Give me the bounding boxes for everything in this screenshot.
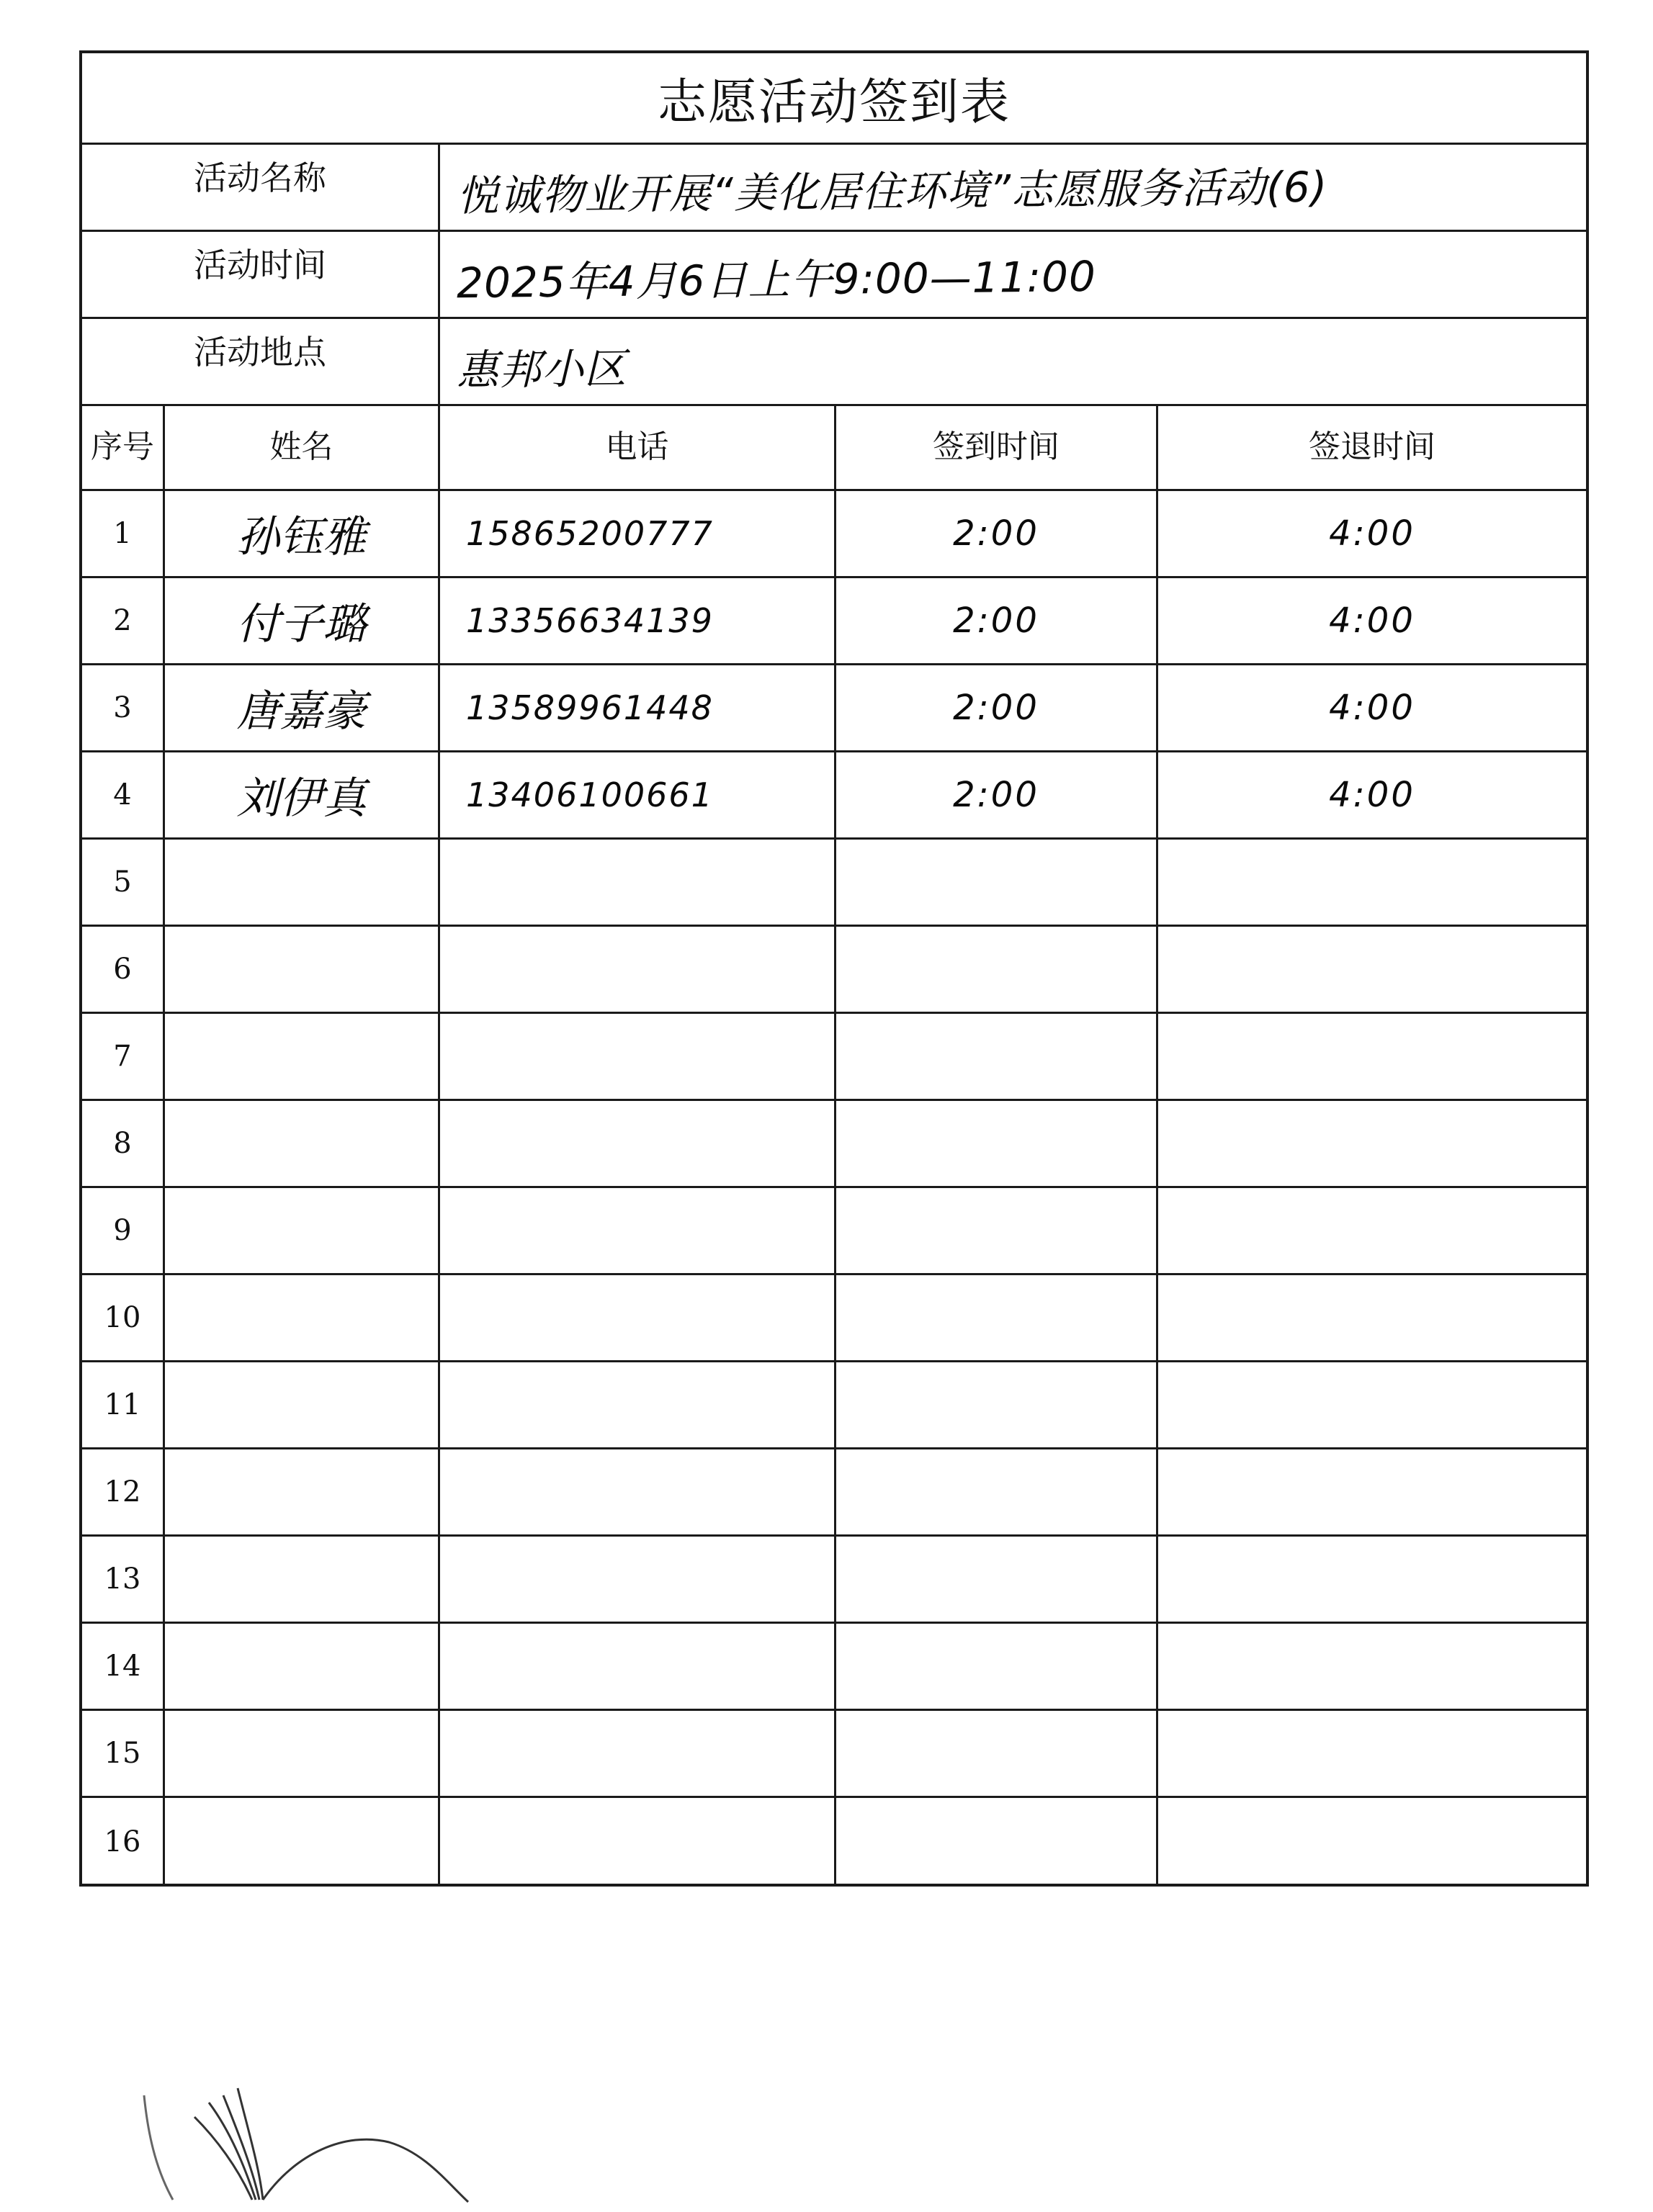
table-row: [82, 1798, 1586, 1885]
row-phone: [440, 1362, 836, 1447]
header-name: 姓名: [165, 404, 440, 489]
row-sign-out: [1158, 927, 1586, 1012]
row-name: 孙钰雅: [165, 491, 440, 576]
row-sign-out: [1158, 1537, 1586, 1622]
row-name: [165, 1101, 440, 1186]
row-name: [165, 1711, 440, 1796]
row-sign-out: [1158, 1362, 1586, 1447]
row-no: 11: [82, 1362, 165, 1447]
info-row-activity-location: [82, 317, 1586, 406]
header-sign-out: 签退时间: [1309, 428, 1435, 465]
activity-name-value: 悦诚物业开展“美化居住环境”志愿服务活动(6): [456, 162, 1328, 220]
row-no: 2: [82, 578, 165, 663]
row-sign-out: [1158, 840, 1586, 925]
row-sign-out: 4:00: [1329, 513, 1415, 554]
activity-time-label: 活动时间: [82, 230, 440, 317]
row-phone: [440, 840, 836, 925]
info-row-activity-time: [82, 230, 1586, 319]
row-sign-in: [836, 1014, 1158, 1099]
row-sign-in: [836, 840, 1158, 925]
row-name: [165, 1362, 440, 1447]
row-sign-in: 2:00: [836, 578, 1158, 663]
row-sign-in: [836, 1101, 1158, 1186]
row-sign-out: [1158, 1711, 1586, 1796]
row-phone: 15865200777: [440, 491, 836, 576]
row-name: 唐嘉豪: [165, 665, 440, 750]
header-phone: 电话: [440, 404, 836, 489]
row-no: 14: [82, 1624, 165, 1709]
row-name: 付子璐: [165, 578, 440, 663]
sign-in-sheet: [79, 50, 1589, 1887]
table-row: [82, 1711, 1586, 1798]
row-phone: [440, 1188, 836, 1273]
row-phone: 13356634139: [440, 578, 836, 663]
row-name: [165, 1188, 440, 1273]
row-phone: 13406100661: [440, 752, 836, 837]
activity-time-value: 2025年4月6日上午9:00—11:00: [456, 251, 1097, 307]
row-phone: 13589961448: [440, 665, 836, 750]
row-sign-out: [1158, 1449, 1586, 1534]
table-row: [82, 752, 1586, 840]
row-sign-in: [836, 1188, 1158, 1273]
row-no: 10: [82, 1275, 165, 1360]
row-name: [165, 1014, 440, 1099]
table-row: [82, 1624, 1586, 1711]
row-name: [165, 1275, 440, 1360]
row-phone: [440, 1624, 836, 1709]
row-sign-in: [836, 927, 1158, 1012]
row-sign-in: [836, 1362, 1158, 1447]
row-sign-out: [1158, 1014, 1586, 1099]
row-no: 13: [82, 1537, 165, 1622]
table-row: [82, 1101, 1586, 1188]
row-sign-in: [836, 1537, 1158, 1622]
activity-name-label: 活动名称: [82, 143, 440, 230]
form-title: 志愿活动签到表: [82, 53, 1586, 145]
row-no: 6: [82, 927, 165, 1012]
table-row: [82, 1362, 1586, 1449]
row-sign-out: [1158, 1188, 1586, 1273]
row-name: [165, 1624, 440, 1709]
row-phone: [440, 1537, 836, 1622]
row-sign-in: 2:00: [836, 752, 1158, 837]
row-no: 9: [82, 1188, 165, 1273]
header-no: 序号: [82, 404, 165, 489]
row-no: 16: [82, 1798, 165, 1885]
row-no: 5: [82, 840, 165, 925]
table-header-row: [82, 404, 1586, 491]
activity-location-label: 活动地点: [82, 317, 440, 404]
row-phone: [440, 1275, 836, 1360]
table-row: [82, 665, 1586, 752]
table-row: [82, 927, 1586, 1014]
row-no: 3: [82, 665, 165, 750]
row-sign-in: [836, 1798, 1158, 1885]
table-row: [82, 1188, 1586, 1275]
row-no: 12: [82, 1449, 165, 1534]
row-sign-out: [1158, 1624, 1586, 1709]
row-name: [165, 927, 440, 1012]
row-name: [165, 1537, 440, 1622]
table-row: [82, 840, 1586, 927]
row-no: 4: [82, 752, 165, 837]
row-no: 7: [82, 1014, 165, 1099]
row-sign-in: [836, 1449, 1158, 1534]
table-row: [82, 1275, 1586, 1362]
info-row-activity-name: [82, 143, 1586, 232]
row-sign-out: 4:00: [1329, 601, 1415, 641]
row-phone: [440, 1711, 836, 1796]
table-row: [82, 491, 1586, 578]
row-no: 1: [82, 491, 165, 576]
row-phone: [440, 1014, 836, 1099]
row-sign-in: [836, 1275, 1158, 1360]
row-phone: [440, 927, 836, 1012]
row-sign-out: [1158, 1101, 1586, 1186]
row-sign-in: 2:00: [836, 665, 1158, 750]
pen-scribble-mark: [130, 2074, 504, 2203]
attendance-table: [82, 404, 1586, 1884]
row-name: [165, 840, 440, 925]
row-phone: [440, 1101, 836, 1186]
row-name: [165, 1798, 440, 1885]
row-sign-out: [1158, 1275, 1586, 1360]
table-row: [82, 1449, 1586, 1537]
row-name: [165, 1449, 440, 1534]
row-sign-out: 4:00: [1329, 775, 1415, 815]
table-row: [82, 578, 1586, 665]
row-sign-in: [836, 1624, 1158, 1709]
row-sign-in: [836, 1711, 1158, 1796]
row-sign-out: [1158, 1798, 1586, 1885]
row-no: 8: [82, 1101, 165, 1186]
row-sign-out: 4:00: [1329, 688, 1415, 728]
row-phone: [440, 1449, 836, 1534]
table-row: [82, 1014, 1586, 1101]
row-phone: [440, 1798, 836, 1885]
header-sign-in: 签到时间: [836, 404, 1158, 489]
row-no: 15: [82, 1711, 165, 1796]
row-name: 刘伊真: [165, 752, 440, 837]
table-row: [82, 1537, 1586, 1624]
row-sign-in: 2:00: [836, 491, 1158, 576]
activity-location-value: 惠邦小区: [456, 343, 627, 395]
